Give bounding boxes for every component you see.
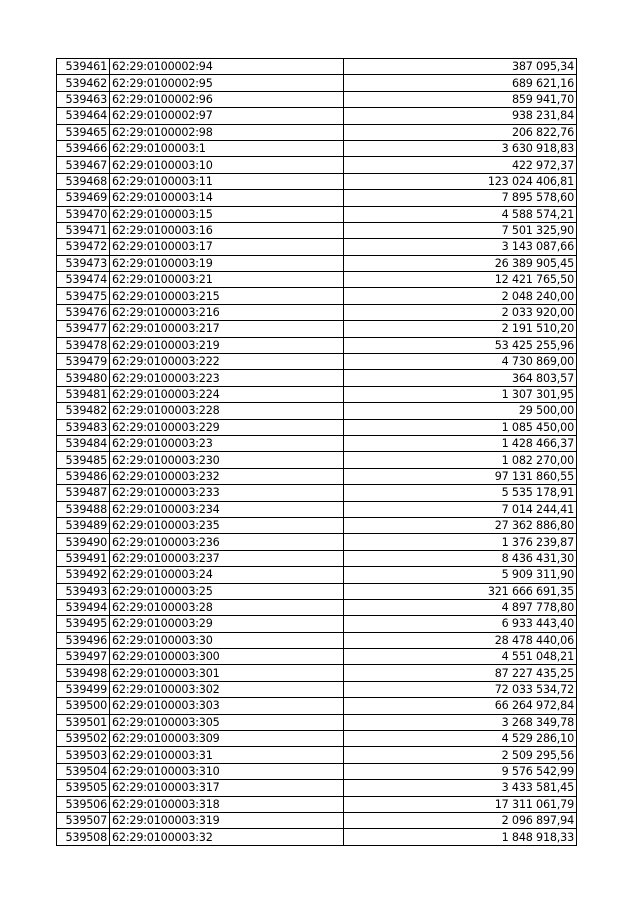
cadastral-number-cell: 62:29:0100003:228 bbox=[110, 403, 344, 419]
cadastral-value-cell: 3 143 087,66 bbox=[344, 239, 577, 255]
cadastral-value-cell: 7 014 244,41 bbox=[344, 501, 577, 517]
table-row bbox=[57, 485, 577, 501]
cadastral-value-cell: 4 529 286,10 bbox=[344, 731, 577, 747]
cadastral-value-cell: 27 362 886,80 bbox=[344, 517, 577, 533]
cadastral-number-cell: 62:29:0100003:11 bbox=[110, 173, 344, 189]
cadastral-value-cell: 2 033 920,00 bbox=[344, 304, 577, 320]
table-row bbox=[57, 796, 577, 812]
cadastral-number-cell: 62:29:0100003:318 bbox=[110, 796, 344, 812]
cadastral-value-cell: 938 231,84 bbox=[344, 108, 577, 124]
row-id-cell: 539495 bbox=[57, 616, 110, 632]
cadastral-value-cell: 364 803,57 bbox=[344, 370, 577, 386]
cadastral-value-cell: 387 095,34 bbox=[344, 59, 577, 75]
table-row bbox=[57, 108, 577, 124]
cadastral-value-cell: 123 024 406,81 bbox=[344, 173, 577, 189]
table-row bbox=[57, 173, 577, 189]
row-id-cell: 539474 bbox=[57, 272, 110, 288]
row-id-cell: 539485 bbox=[57, 452, 110, 468]
row-id-cell: 539480 bbox=[57, 370, 110, 386]
cadastral-number-cell: 62:29:0100003:305 bbox=[110, 714, 344, 730]
cadastral-number-cell: 62:29:0100003:16 bbox=[110, 222, 344, 238]
table-row bbox=[57, 59, 577, 75]
row-id-cell: 539503 bbox=[57, 747, 110, 763]
row-id-cell: 539469 bbox=[57, 190, 110, 206]
table-row bbox=[57, 681, 577, 697]
table-row bbox=[57, 370, 577, 386]
cadastral-number-cell: 62:29:0100003:303 bbox=[110, 698, 344, 714]
row-id-cell: 539488 bbox=[57, 501, 110, 517]
row-id-cell: 539502 bbox=[57, 731, 110, 747]
cadastral-number-cell: 62:29:0100003:236 bbox=[110, 534, 344, 550]
cadastral-number-cell: 62:29:0100003:235 bbox=[110, 517, 344, 533]
cadastral-number-cell: 62:29:0100003:234 bbox=[110, 501, 344, 517]
cadastral-number-cell: 62:29:0100003:219 bbox=[110, 337, 344, 353]
cadastral-value-cell: 1 376 239,87 bbox=[344, 534, 577, 550]
cadastral-value-cell: 87 227 435,25 bbox=[344, 665, 577, 681]
table-row bbox=[57, 255, 577, 271]
cadastral-number-cell: 62:29:0100003:21 bbox=[110, 272, 344, 288]
table-row bbox=[57, 534, 577, 550]
cadastral-number-cell: 62:29:0100003:230 bbox=[110, 452, 344, 468]
cadastral-value-cell: 9 576 542,99 bbox=[344, 763, 577, 779]
cadastral-number-cell: 62:29:0100003:232 bbox=[110, 468, 344, 484]
cadastral-number-cell: 62:29:0100003:14 bbox=[110, 190, 344, 206]
cadastral-value-cell: 97 131 860,55 bbox=[344, 468, 577, 484]
cadastral-value-cell: 1 085 450,00 bbox=[344, 419, 577, 435]
cadastral-number-cell: 62:29:0100003:237 bbox=[110, 550, 344, 566]
cadastral-number-cell: 62:29:0100002:98 bbox=[110, 124, 344, 140]
row-id-cell: 539493 bbox=[57, 583, 110, 599]
row-id-cell: 539462 bbox=[57, 75, 110, 91]
row-id-cell: 539468 bbox=[57, 173, 110, 189]
cadastral-value-cell: 859 941,70 bbox=[344, 91, 577, 107]
table-row bbox=[57, 517, 577, 533]
row-id-cell: 539481 bbox=[57, 386, 110, 402]
cadastral-value-cell: 7 501 325,90 bbox=[344, 222, 577, 238]
table-row bbox=[57, 599, 577, 615]
row-id-cell: 539476 bbox=[57, 304, 110, 320]
cadastral-number-cell: 62:29:0100003:216 bbox=[110, 304, 344, 320]
table-body bbox=[57, 59, 577, 846]
cadastral-value-cell: 4 730 869,00 bbox=[344, 354, 577, 370]
table-row bbox=[57, 616, 577, 632]
table-row bbox=[57, 222, 577, 238]
cadastral-number-cell: 62:29:0100003:224 bbox=[110, 386, 344, 402]
row-id-cell: 539475 bbox=[57, 288, 110, 304]
cadastral-number-cell: 62:29:0100003:222 bbox=[110, 354, 344, 370]
row-id-cell: 539506 bbox=[57, 796, 110, 812]
row-id-cell: 539477 bbox=[57, 321, 110, 337]
table-row bbox=[57, 321, 577, 337]
cadastral-number-cell: 62:29:0100003:301 bbox=[110, 665, 344, 681]
cadastral-number-cell: 62:29:0100003:28 bbox=[110, 599, 344, 615]
row-id-cell: 539461 bbox=[57, 59, 110, 75]
table-row bbox=[57, 731, 577, 747]
cadastral-value-cell: 2 191 510,20 bbox=[344, 321, 577, 337]
row-id-cell: 539497 bbox=[57, 649, 110, 665]
table-row bbox=[57, 140, 577, 156]
cadastral-number-cell: 62:29:0100003:25 bbox=[110, 583, 344, 599]
cadastral-number-cell: 62:29:0100003:229 bbox=[110, 419, 344, 435]
row-id-cell: 539492 bbox=[57, 567, 110, 583]
cadastral-value-cell: 2 048 240,00 bbox=[344, 288, 577, 304]
table-row bbox=[57, 763, 577, 779]
cadastral-value-cell: 2 509 295,56 bbox=[344, 747, 577, 763]
cadastral-value-cell: 1 428 466,37 bbox=[344, 435, 577, 451]
cadastral-number-cell: 62:29:0100003:30 bbox=[110, 632, 344, 648]
table-row bbox=[57, 698, 577, 714]
cadastral-value-cell: 7 895 578,60 bbox=[344, 190, 577, 206]
row-id-cell: 539491 bbox=[57, 550, 110, 566]
cadastral-value-cell: 26 389 905,45 bbox=[344, 255, 577, 271]
cadastral-value-cell: 422 972,37 bbox=[344, 157, 577, 173]
table-row bbox=[57, 780, 577, 796]
table-row bbox=[57, 829, 577, 845]
row-id-cell: 539501 bbox=[57, 714, 110, 730]
cadastral-value-cell: 321 666 691,35 bbox=[344, 583, 577, 599]
table-row bbox=[57, 665, 577, 681]
table-row bbox=[57, 649, 577, 665]
row-id-cell: 539498 bbox=[57, 665, 110, 681]
table-row bbox=[57, 583, 577, 599]
cadastral-number-cell: 62:29:0100003:317 bbox=[110, 780, 344, 796]
row-id-cell: 539507 bbox=[57, 812, 110, 828]
cadastral-number-cell: 62:29:0100003:10 bbox=[110, 157, 344, 173]
cadastral-number-cell: 62:29:0100002:95 bbox=[110, 75, 344, 91]
row-id-cell: 539466 bbox=[57, 140, 110, 156]
cadastral-value-cell: 8 436 431,30 bbox=[344, 550, 577, 566]
cadastral-value-cell: 689 621,16 bbox=[344, 75, 577, 91]
row-id-cell: 539508 bbox=[57, 829, 110, 845]
cadastral-value-cell: 206 822,76 bbox=[344, 124, 577, 140]
row-id-cell: 539504 bbox=[57, 763, 110, 779]
row-id-cell: 539463 bbox=[57, 91, 110, 107]
row-id-cell: 539471 bbox=[57, 222, 110, 238]
row-id-cell: 539478 bbox=[57, 337, 110, 353]
cadastral-value-cell: 3 433 581,45 bbox=[344, 780, 577, 796]
row-id-cell: 539465 bbox=[57, 124, 110, 140]
cadastral-value-cell: 4 588 574,21 bbox=[344, 206, 577, 222]
table-row bbox=[57, 75, 577, 91]
table-row bbox=[57, 435, 577, 451]
table-row bbox=[57, 452, 577, 468]
cadastral-number-cell: 62:29:0100003:1 bbox=[110, 140, 344, 156]
cadastral-number-cell: 62:29:0100003:319 bbox=[110, 812, 344, 828]
row-id-cell: 539484 bbox=[57, 435, 110, 451]
cadastral-value-cell: 1 848 918,33 bbox=[344, 829, 577, 845]
row-id-cell: 539494 bbox=[57, 599, 110, 615]
row-id-cell: 539489 bbox=[57, 517, 110, 533]
table-row bbox=[57, 288, 577, 304]
cadastral-number-cell: 62:29:0100003:31 bbox=[110, 747, 344, 763]
row-id-cell: 539490 bbox=[57, 534, 110, 550]
cadastral-value-cell: 3 268 349,78 bbox=[344, 714, 577, 730]
row-id-cell: 539470 bbox=[57, 206, 110, 222]
table-row bbox=[57, 468, 577, 484]
cadastral-value-cell: 53 425 255,96 bbox=[344, 337, 577, 353]
table-row bbox=[57, 403, 577, 419]
cadastral-number-cell: 62:29:0100003:223 bbox=[110, 370, 344, 386]
cadastral-value-cell: 1 307 301,95 bbox=[344, 386, 577, 402]
cadastral-value-cell: 29 500,00 bbox=[344, 403, 577, 419]
table-row bbox=[57, 567, 577, 583]
cadastral-number-cell: 62:29:0100002:96 bbox=[110, 91, 344, 107]
table-row bbox=[57, 501, 577, 517]
table-row bbox=[57, 386, 577, 402]
cadastral-number-cell: 62:29:0100003:23 bbox=[110, 435, 344, 451]
cadastral-number-cell: 62:29:0100003:217 bbox=[110, 321, 344, 337]
table-row bbox=[57, 239, 577, 255]
cadastral-number-cell: 62:29:0100003:15 bbox=[110, 206, 344, 222]
cadastral-number-cell: 62:29:0100003:24 bbox=[110, 567, 344, 583]
row-id-cell: 539486 bbox=[57, 468, 110, 484]
row-id-cell: 539487 bbox=[57, 485, 110, 501]
table-row bbox=[57, 272, 577, 288]
row-id-cell: 539499 bbox=[57, 681, 110, 697]
row-id-cell: 539467 bbox=[57, 157, 110, 173]
cadastral-value-cell: 2 096 897,94 bbox=[344, 812, 577, 828]
cadastral-number-cell: 62:29:0100003:29 bbox=[110, 616, 344, 632]
cadastral-value-cell: 6 933 443,40 bbox=[344, 616, 577, 632]
table-row bbox=[57, 337, 577, 353]
table-row bbox=[57, 419, 577, 435]
cadastral-number-cell: 62:29:0100003:32 bbox=[110, 829, 344, 845]
row-id-cell: 539479 bbox=[57, 354, 110, 370]
cadastral-value-cell: 4 551 048,21 bbox=[344, 649, 577, 665]
cadastral-value-cell: 3 630 918,83 bbox=[344, 140, 577, 156]
table-row bbox=[57, 550, 577, 566]
table-row bbox=[57, 190, 577, 206]
row-id-cell: 539483 bbox=[57, 419, 110, 435]
cadastral-value-cell: 4 897 778,80 bbox=[344, 599, 577, 615]
table-row bbox=[57, 812, 577, 828]
row-id-cell: 539505 bbox=[57, 780, 110, 796]
cadastral-value-cell: 12 421 765,50 bbox=[344, 272, 577, 288]
cadastral-number-cell: 62:29:0100003:302 bbox=[110, 681, 344, 697]
table-row bbox=[57, 91, 577, 107]
cadastral-number-cell: 62:29:0100003:17 bbox=[110, 239, 344, 255]
cadastral-value-cell: 1 082 270,00 bbox=[344, 452, 577, 468]
cadastral-number-cell: 62:29:0100003:300 bbox=[110, 649, 344, 665]
cadastral-number-cell: 62:29:0100003:233 bbox=[110, 485, 344, 501]
table-row bbox=[57, 206, 577, 222]
cadastral-value-cell: 66 264 972,84 bbox=[344, 698, 577, 714]
cadastral-number-cell: 62:29:0100003:19 bbox=[110, 255, 344, 271]
cadastral-number-cell: 62:29:0100003:309 bbox=[110, 731, 344, 747]
cadastral-value-cell: 28 478 440,06 bbox=[344, 632, 577, 648]
row-id-cell: 539496 bbox=[57, 632, 110, 648]
row-id-cell: 539482 bbox=[57, 403, 110, 419]
cadastral-value-cell: 5 909 311,90 bbox=[344, 567, 577, 583]
cadastral-number-cell: 62:29:0100003:310 bbox=[110, 763, 344, 779]
table-row bbox=[57, 124, 577, 140]
table-row bbox=[57, 714, 577, 730]
cadastral-value-table bbox=[56, 58, 577, 846]
cadastral-value-cell: 17 311 061,79 bbox=[344, 796, 577, 812]
row-id-cell: 539472 bbox=[57, 239, 110, 255]
row-id-cell: 539500 bbox=[57, 698, 110, 714]
cadastral-number-cell: 62:29:0100002:97 bbox=[110, 108, 344, 124]
cadastral-value-cell: 5 535 178,91 bbox=[344, 485, 577, 501]
table-row bbox=[57, 304, 577, 320]
table-row bbox=[57, 632, 577, 648]
row-id-cell: 539473 bbox=[57, 255, 110, 271]
table-row bbox=[57, 747, 577, 763]
table-row bbox=[57, 354, 577, 370]
table-row bbox=[57, 157, 577, 173]
cadastral-value-cell: 72 033 534,72 bbox=[344, 681, 577, 697]
cadastral-number-cell: 62:29:0100003:215 bbox=[110, 288, 344, 304]
row-id-cell: 539464 bbox=[57, 108, 110, 124]
cadastral-number-cell: 62:29:0100002:94 bbox=[110, 59, 344, 75]
